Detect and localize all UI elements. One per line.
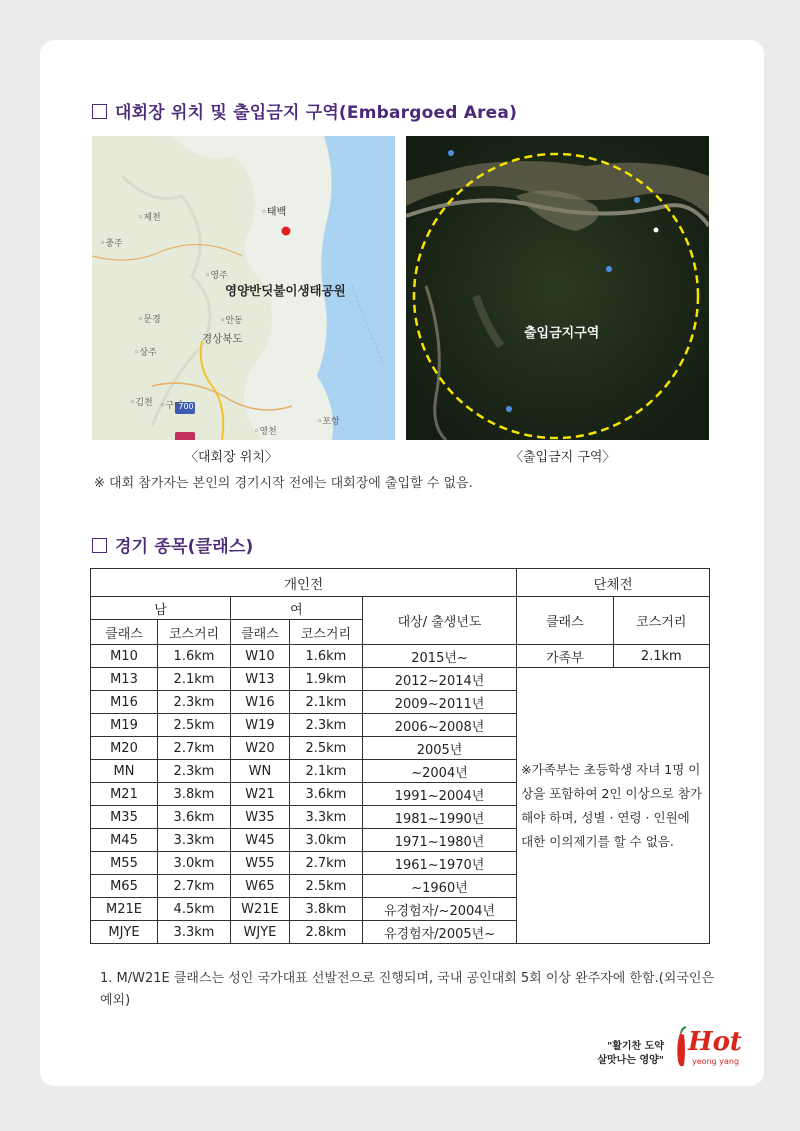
female-class-cell: W35 — [231, 806, 290, 829]
female-class-cell: W65 — [231, 875, 290, 898]
class-footnote: 1. M/W21E 클래스는 성인 국가대표 선발전으로 진행되며, 국내 공인대회 5회 이상 완주자에 한함.(외국인은 예외) — [100, 971, 715, 1008]
venue-label: 영양반딧불이생태공원 — [225, 283, 346, 298]
logo-text: Hot — [688, 1027, 742, 1057]
team-class-cell: 가족부 — [517, 645, 613, 668]
target-cell: 2009~2011년 — [362, 691, 516, 714]
male-course-cell: 4.5km — [157, 898, 230, 921]
yeongyang-logo — [672, 1025, 752, 1073]
team-course-header: 코스거리 — [613, 597, 709, 645]
target-cell: 2012~2014년 — [362, 668, 516, 691]
city-label: 문경 — [143, 315, 161, 325]
table-row — [91, 645, 710, 668]
female-class-cell: W13 — [231, 668, 290, 691]
target-cell: 2006~2008년 — [362, 714, 516, 737]
male-course-cell: 2.3km — [157, 691, 230, 714]
checkbox-square-icon — [92, 104, 107, 119]
male-class-cell: M45 — [91, 829, 158, 852]
target-cell: 1971~1980년 — [362, 829, 516, 852]
male-course-cell: 2.1km — [157, 668, 230, 691]
female-course-cell: 3.0km — [289, 829, 362, 852]
male-class-cell: M55 — [91, 852, 158, 875]
venue-location-map: ◦태백 ◦제천 ◦충주 ◦영주 영양반딧불이생태공원 ◦안동 ◦문경 경상북도 ◦상주 ◦김천 ◦구미 ◦영천 ◦포항 700 — [92, 136, 395, 440]
page — [40, 40, 764, 1086]
female-course-header: 코스거리 — [289, 620, 362, 645]
class-table — [90, 568, 710, 944]
female-class-header: 클래스 — [231, 620, 290, 645]
female-course-cell: 2.7km — [289, 852, 362, 875]
female-course-cell: 1.6km — [289, 645, 362, 668]
male-class-cell: M20 — [91, 737, 158, 760]
male-header: 남 — [91, 597, 231, 620]
target-cell: 1981~1990년 — [362, 806, 516, 829]
city-label: 태백 — [266, 207, 287, 218]
city-label: 충주 — [105, 239, 123, 249]
highway-sign: 700 — [178, 402, 194, 411]
target-cell: 1961~1970년 — [362, 852, 516, 875]
female-class-cell: W19 — [231, 714, 290, 737]
female-class-cell: W16 — [231, 691, 290, 714]
satellite-map — [406, 136, 709, 440]
male-course-cell: 2.7km — [157, 875, 230, 898]
male-class-cell: M21E — [91, 898, 158, 921]
male-course-cell: 1.6km — [157, 645, 230, 668]
male-class-cell: M16 — [91, 691, 158, 714]
section-location-title: 대회장 위치 및 출입금지 구역(Embargoed Area) — [92, 98, 517, 123]
city-label: 상주 — [139, 348, 157, 358]
target-header: 대상/ 출생년도 — [362, 597, 516, 645]
city-label: 영주 — [210, 271, 228, 281]
female-class-cell: W21E — [231, 898, 290, 921]
female-course-cell: 2.5km — [289, 875, 362, 898]
city-label: 김천 — [135, 398, 153, 408]
team-class-header: 클래스 — [517, 597, 613, 645]
table-row — [91, 668, 710, 691]
female-class-cell: WJYE — [231, 921, 290, 944]
female-course-cell: 1.9km — [289, 668, 362, 691]
female-course-cell: 2.8km — [289, 921, 362, 944]
target-cell: ~1960년 — [362, 875, 516, 898]
target-cell: 2015년~ — [362, 645, 516, 668]
male-class-cell: M65 — [91, 875, 158, 898]
female-course-cell: 2.5km — [289, 737, 362, 760]
male-course-cell: 2.5km — [157, 714, 230, 737]
section-class-title: 경기 종목(클래스) — [92, 532, 253, 557]
target-cell: 유경험자/2005년~ — [362, 921, 516, 944]
city-label: 구미 — [165, 401, 183, 411]
male-class-cell: MN — [91, 760, 158, 783]
entry-restriction-note: ※ 대회 참가자는 본인의 경기시작 전에는 대회장에 출입할 수 없음. — [94, 476, 473, 491]
male-course-cell: 3.8km — [157, 783, 230, 806]
team-header: 단체전 — [517, 569, 710, 597]
female-header: 여 — [231, 597, 363, 620]
city-label: 안동 — [225, 316, 243, 326]
male-class-cell: M10 — [91, 645, 158, 668]
male-class-cell: M13 — [91, 668, 158, 691]
female-course-cell: 3.3km — [289, 806, 362, 829]
male-course-cell: 3.3km — [157, 829, 230, 852]
female-course-cell: 2.1km — [289, 691, 362, 714]
female-course-cell: 2.3km — [289, 714, 362, 737]
venue-map-caption: 〈대회장 위치〉 — [185, 450, 278, 465]
embargoed-area-label: 출입금지구역 — [524, 326, 600, 341]
female-class-cell: WN — [231, 760, 290, 783]
province-label: 경상북도 — [202, 333, 243, 345]
city-label: 영천 — [259, 427, 277, 437]
male-course-cell: 3.0km — [157, 852, 230, 875]
female-class-cell: W21 — [231, 783, 290, 806]
logo-subtext: yeong yang — [692, 1057, 740, 1066]
male-class-cell: M35 — [91, 806, 158, 829]
individual-header: 개인전 — [91, 569, 517, 597]
female-class-cell: W55 — [231, 852, 290, 875]
city-label: 제천 — [143, 213, 161, 223]
female-course-cell: 2.1km — [289, 760, 362, 783]
embargoed-area-map — [406, 136, 709, 440]
team-course-cell: 2.1km — [613, 645, 709, 668]
male-course-header: 코스거리 — [157, 620, 230, 645]
male-course-cell: 3.3km — [157, 921, 230, 944]
female-course-cell: 3.8km — [289, 898, 362, 921]
female-class-cell: W10 — [231, 645, 290, 668]
target-cell: 유경험자/~2004년 — [362, 898, 516, 921]
male-class-cell: M19 — [91, 714, 158, 737]
female-class-cell: W20 — [231, 737, 290, 760]
target-cell: 1991~2004년 — [362, 783, 516, 806]
male-course-cell: 3.6km — [157, 806, 230, 829]
male-course-cell: 2.7km — [157, 737, 230, 760]
checkbox-square-icon — [92, 538, 107, 553]
team-remark: ※가족부는 초등학생 자녀 1명 이상을 포함하여 2인 이상으로 참가해야 하며, 성별 · 연령 · 인원에 대한 이의제기를 할 수 없음. — [517, 668, 710, 944]
target-cell: ~2004년 — [362, 760, 516, 783]
female-class-cell: W45 — [231, 829, 290, 852]
male-class-header: 클래스 — [91, 620, 158, 645]
target-cell: 2005년 — [362, 737, 516, 760]
male-class-cell: MJYE — [91, 921, 158, 944]
male-class-cell: M21 — [91, 783, 158, 806]
female-course-cell: 3.6km — [289, 783, 362, 806]
male-course-cell: 2.3km — [157, 760, 230, 783]
embargoed-map-caption: 〈출입금지 구역〉 — [510, 450, 616, 465]
venue-marker — [282, 227, 291, 236]
city-label: 포항 — [322, 417, 340, 427]
slogan: "활기찬 도약 살맛나는 영양" — [597, 1041, 664, 1066]
